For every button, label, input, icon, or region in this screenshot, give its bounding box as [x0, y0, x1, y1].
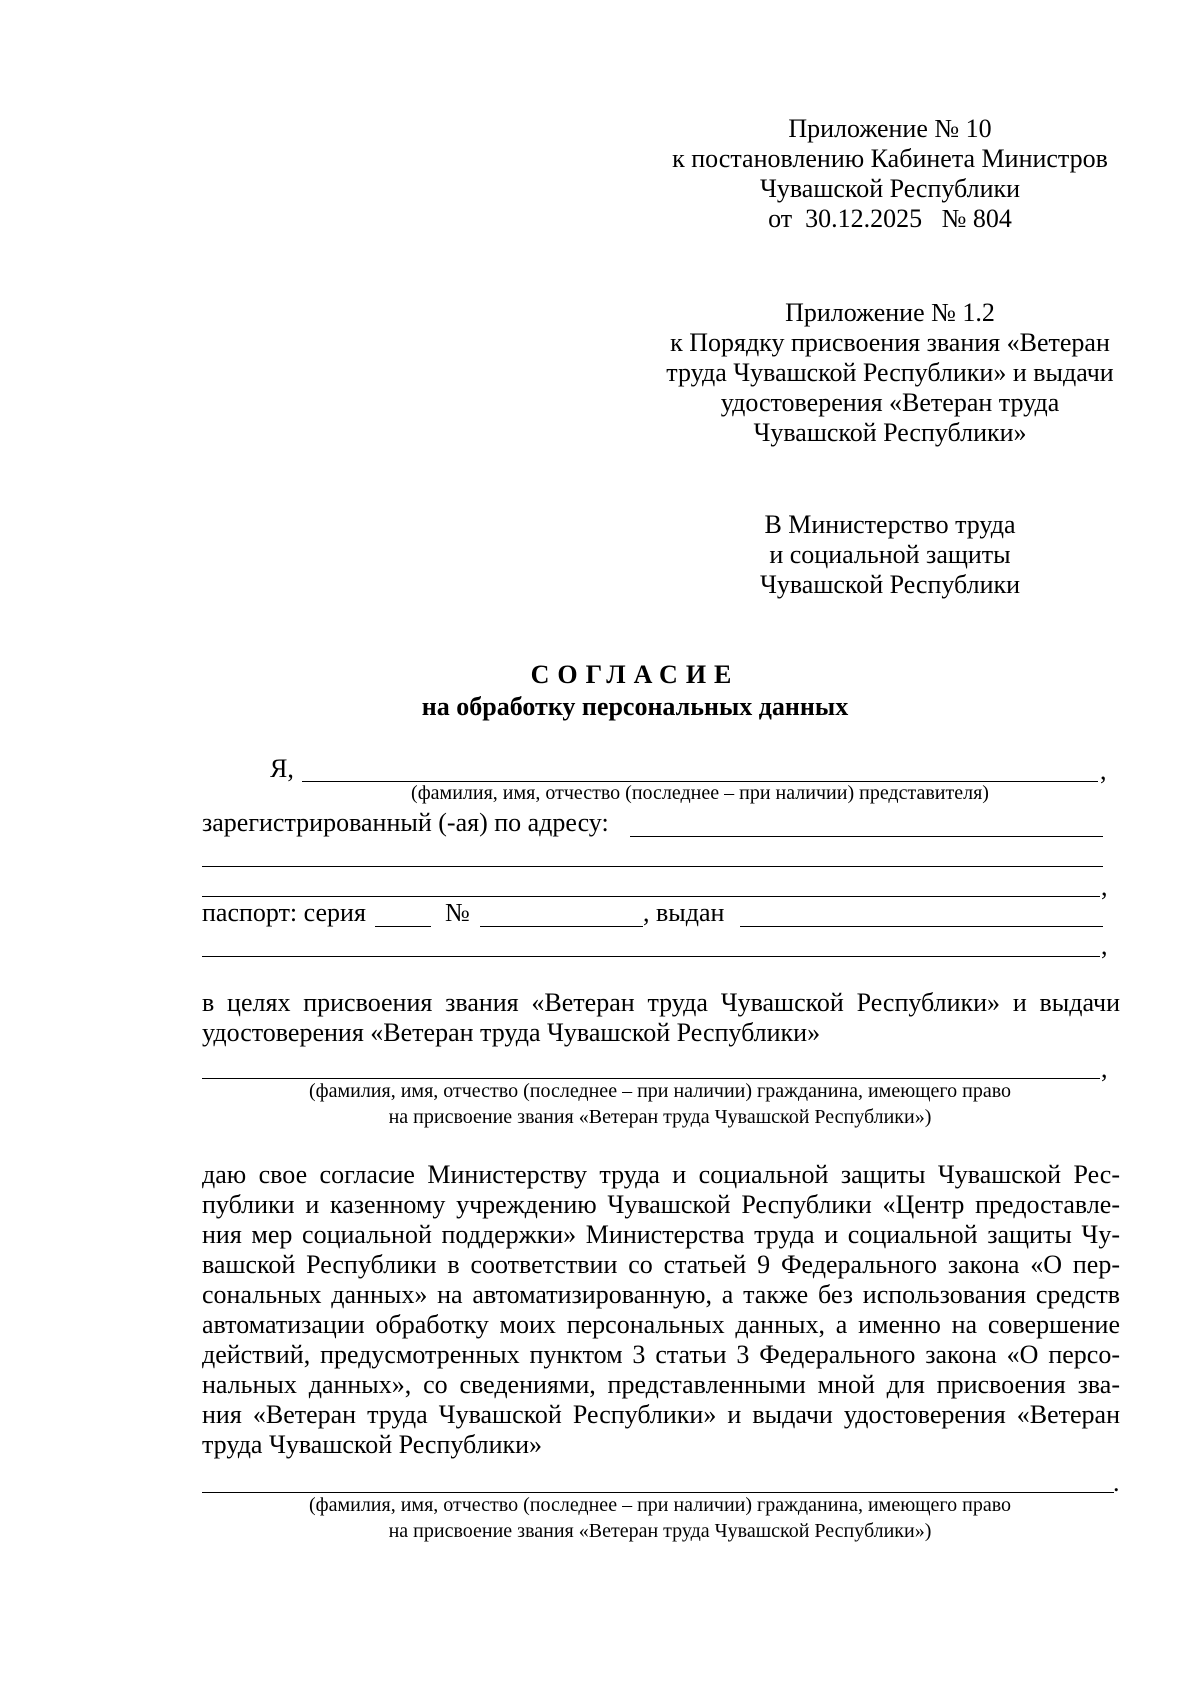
address-field-2[interactable] — [202, 866, 1103, 867]
appendix-1-2-block — [650, 298, 1130, 448]
purpose-line: в целях присвоения звания «Ветеран труда Чувашской Республики» и выдачи — [202, 988, 1120, 1017]
consent-line: действий, предусмотренных пунктом 3 статьи 3 Федерального закона «О персо- — [202, 1340, 1120, 1369]
consent-line: сональных данных» на автоматизированную, а также без использования средств — [202, 1280, 1120, 1309]
citizen-caption-line: на присвоение звания «Ветеран труда Чувашской Республики») — [388, 1520, 932, 1542]
appendix-1-2-line2: к Порядку присвоения звания «Ветеран — [670, 328, 1110, 357]
addressee-line1: В Министерство труда — [764, 510, 1016, 539]
citizen-caption-line: (фамилия, имя, отчество (последнее – при наличии) гражданина, имеющего право — [308, 1080, 1012, 1102]
appendix-1-2-line5: Чувашской Республики» — [753, 418, 1027, 447]
appendix-10-date: от 30.12.2025 № 804 — [768, 204, 1012, 233]
registered-label: зарегистрированный (-ая) по адресу: — [202, 808, 609, 837]
consent-line: публики и казенному учреждению Чувашской Республики «Центр предоставле- — [202, 1190, 1120, 1219]
document-subtitle: на обработку персональных данных — [421, 692, 849, 721]
appendix-1-2-line3: труда Чувашской Республики» и выдачи — [666, 358, 1114, 387]
passport-series-field[interactable] — [375, 926, 431, 927]
appendix-1-2-number: Приложение № 1.2 — [785, 298, 995, 327]
consent-line: труда Чувашской Республики» — [202, 1430, 543, 1459]
addressee-line3: Чувашской Республики — [759, 570, 1021, 599]
purpose-line: удостоверения «Ветеран труда Чувашской Республики» — [202, 1018, 821, 1047]
appendix-10-republic: Чувашской Республики — [759, 174, 1021, 203]
comma: , — [1101, 1054, 1108, 1083]
address-field-1[interactable] — [630, 836, 1103, 837]
citizen-caption-2 — [230, 1492, 1090, 1544]
passport-label: паспорт: серия — [202, 898, 366, 927]
citizen-caption-line: на присвоение звания «Ветеран труда Чувашской Республики») — [388, 1106, 932, 1128]
period: . — [1113, 1468, 1120, 1497]
consent-line: ния мер социальной поддержки» Министерства труда и социальной защиты Чу- — [202, 1220, 1120, 1249]
appendix-10-ref: к постановлению Кабинета Министров — [672, 144, 1108, 173]
issued-by-field-1[interactable] — [740, 926, 1103, 927]
passport-number-label: № — [445, 898, 470, 927]
consent-line: даю свое согласие Министерству труда и социальной защиты Чувашской Рес- — [202, 1160, 1120, 1189]
consent-paragraph — [202, 1160, 1120, 1460]
comma: , — [1100, 756, 1107, 785]
consent-line: ния «Ветеран труда Чувашской Республики» и выдачи удостоверения «Ветеран — [202, 1400, 1120, 1429]
addressee-block — [650, 510, 1130, 600]
passport-number-field[interactable] — [480, 926, 643, 927]
consent-line: автоматизации обработку моих персональных данных, а именно на совершение — [202, 1310, 1120, 1339]
consent-line: вашской Республики в соответствии со статьей 9 Федерального закона «О пер- — [202, 1250, 1120, 1279]
i-label: Я, — [270, 754, 294, 783]
comma: , — [1101, 872, 1108, 901]
purpose-paragraph — [202, 988, 1120, 1048]
address-field-3[interactable] — [202, 896, 1100, 897]
issued-by-field-2[interactable] — [202, 956, 1100, 957]
citizen-caption-line: (фамилия, имя, отчество (последнее – при наличии) гражданина, имеющего право — [308, 1494, 1012, 1516]
comma: , — [1101, 931, 1108, 960]
document-title: СОГЛАСИЕ — [530, 660, 740, 689]
appendix-10-number: Приложение № 10 — [788, 114, 992, 143]
addressee-line2: и социальной защиты — [769, 540, 1011, 569]
representative-caption: (фамилия, имя, отчество (последнее – при наличии) представителя) — [411, 782, 989, 804]
appendix-10-block — [650, 114, 1130, 234]
consent-line: нальных данных», со сведениями, представленными мной для присвоения зва- — [202, 1370, 1120, 1399]
issued-label: , выдан — [643, 898, 725, 927]
citizen-caption-1 — [230, 1078, 1090, 1130]
appendix-1-2-line4: удостоверения «Ветеран труда — [720, 388, 1060, 417]
